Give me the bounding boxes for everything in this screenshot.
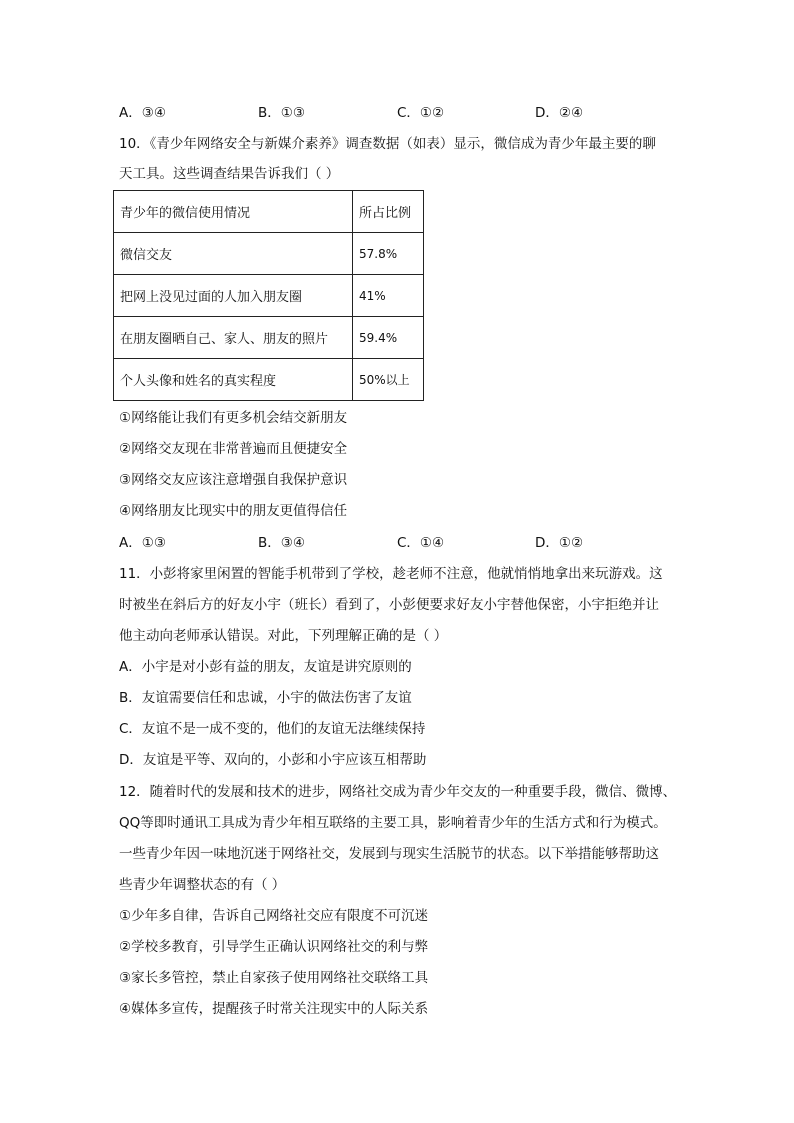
q9-option-b: B．①③ bbox=[258, 105, 305, 121]
q10-statement-3: ③网络交友应该注意增强自我保护意识 bbox=[119, 472, 348, 488]
q11-option-b: B．友谊需要信任和忠诚，小宇的做法伤害了友谊 bbox=[119, 690, 412, 706]
q12-stem-line4: 些青少年调整状态的有（ ） bbox=[119, 877, 286, 893]
q10-statement-2: ②网络交友现在非常普遍而且便捷安全 bbox=[119, 441, 348, 457]
q12-statement-2: ②学校多教育，引导学生正确认识网络社交的利与弊 bbox=[119, 939, 429, 955]
q9-option-c: C．①② bbox=[397, 105, 445, 121]
q12-statement-3: ③家长多管控，禁止自家孩子使用网络社交联络工具 bbox=[119, 970, 429, 986]
table-row bbox=[114, 275, 424, 317]
q11-stem-line2: 时被坐在斜后方的好友小宇（班长）看到了，小彭便要求好友小宇替他保密，小宇拒绝并让 bbox=[119, 597, 659, 613]
table-header-cell: 所占比例 bbox=[353, 191, 424, 233]
table-row bbox=[114, 317, 424, 359]
q10-options bbox=[119, 533, 679, 553]
table-header-cell: 青少年的微信使用情况 bbox=[114, 191, 353, 233]
q11-stem-line1: 11．小彭将家里闲置的智能手机带到了学校，趁老师不注意，他就悄悄地拿出来玩游戏。这 bbox=[119, 566, 663, 582]
q12-stem-line1: 12．随着时代的发展和技术的进步，网络社交成为青少年交友的一种重要手段，微信、微博、 bbox=[119, 784, 677, 800]
q10-option-d: D．①② bbox=[535, 535, 584, 551]
q12-statement-1: ①少年多自律，告诉自己网络社交应有限度不可沉迷 bbox=[119, 908, 429, 924]
q12-statement-4: ④媒体多宣传，提醒孩子时常关注现实中的人际关系 bbox=[119, 1001, 429, 1017]
q10-option-a: A．①③ bbox=[119, 535, 166, 551]
survey-table bbox=[113, 190, 424, 401]
q11-stem-line3: 他主动向老师承认错误。对此，下列理解正确的是（ ） bbox=[119, 628, 448, 644]
q12-stem-line3: 一些青少年因一味地沉迷于网络社交，发展到与现实生活脱节的状态。以下举措能够帮助这 bbox=[119, 846, 659, 862]
table-cell: 个人头像和姓名的真实程度 bbox=[114, 359, 353, 401]
table-row bbox=[114, 359, 424, 401]
table-cell: 50%以上 bbox=[353, 359, 424, 401]
table-cell: 在朋友圈晒自己、家人、朋友的照片 bbox=[114, 317, 353, 359]
q11-option-d: D．友谊是平等、双向的，小彭和小宇应该互相帮助 bbox=[119, 752, 427, 768]
q12-stem-line2: QQ等即时通讯工具成为青少年相互联络的主要工具，影响着青少年的生活方式和行为模式。 bbox=[119, 815, 667, 831]
q9-options bbox=[119, 103, 679, 123]
q11-option-a: A．小宇是对小彭有益的朋友，友谊是讲究原则的 bbox=[119, 659, 412, 675]
q10-stem-line1: 10．《青少年网络安全与新媒介素养》调查数据（如表）显示，微信成为青少年最主要的聊 bbox=[119, 136, 656, 152]
q10-statement-4: ④网络朋友比现实中的朋友更值得信任 bbox=[119, 503, 348, 519]
table-cell: 59.4% bbox=[353, 317, 424, 359]
table-header-row bbox=[114, 191, 424, 233]
q10-statement-1: ①网络能让我们有更多机会结交新朋友 bbox=[119, 410, 348, 426]
q10-stem-line2: 天工具。这些调查结果告诉我们（ ） bbox=[119, 166, 340, 182]
table-cell: 把网上没见过面的人加入朋友圈 bbox=[114, 275, 353, 317]
q10-option-b: B．③④ bbox=[258, 535, 305, 551]
q9-option-a: A．③④ bbox=[119, 105, 166, 121]
table-row bbox=[114, 233, 424, 275]
q9-option-d: D．②④ bbox=[535, 105, 584, 121]
q11-option-c: C．友谊不是一成不变的，他们的友谊无法继续保持 bbox=[119, 721, 426, 737]
table-cell: 41% bbox=[353, 275, 424, 317]
table-cell: 57.8% bbox=[353, 233, 424, 275]
q10-option-c: C．①④ bbox=[397, 535, 445, 551]
table-cell: 微信交友 bbox=[114, 233, 353, 275]
